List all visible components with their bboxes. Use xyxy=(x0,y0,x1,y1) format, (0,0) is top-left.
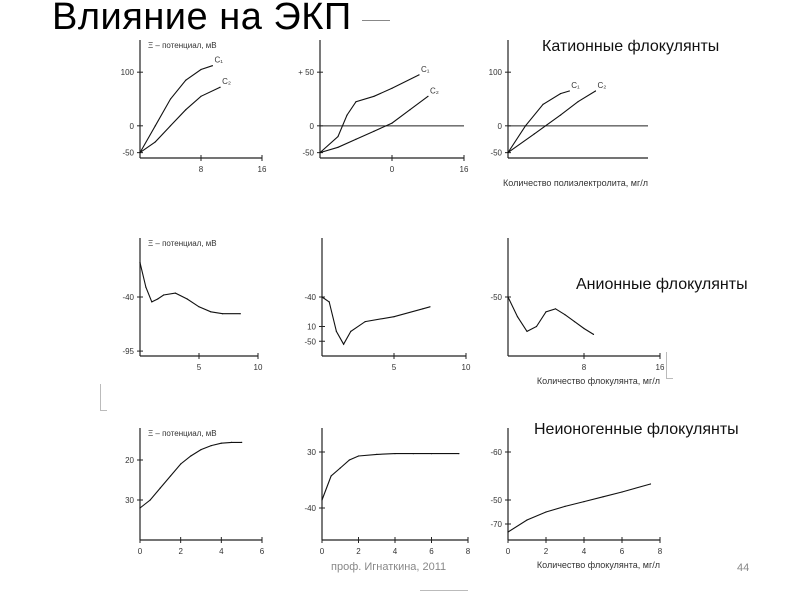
x-tick-label: 6 xyxy=(429,547,434,556)
data-point xyxy=(185,109,186,110)
data-point xyxy=(155,141,156,142)
data-point xyxy=(507,296,508,297)
y-tick-label: 10 xyxy=(307,322,316,332)
series-line xyxy=(322,297,430,344)
chart-2 xyxy=(298,40,469,174)
data-point xyxy=(222,313,223,314)
x-tick-label: 5 xyxy=(196,363,202,372)
data-point xyxy=(564,314,565,315)
chart-7 xyxy=(125,428,265,556)
series-line xyxy=(508,297,594,334)
data-point xyxy=(413,453,414,454)
data-point xyxy=(187,298,188,299)
data-point xyxy=(241,442,242,443)
series-line xyxy=(508,91,569,153)
series-line xyxy=(320,96,428,152)
section-label-nonionic: Неионогенные флокулянты xyxy=(534,421,739,438)
chart-6 xyxy=(490,238,665,386)
data-point xyxy=(391,88,392,89)
x-axis-label: Количество полиэлектролита, мг/л xyxy=(503,178,648,188)
data-point xyxy=(145,287,146,288)
x-tick-label: 2 xyxy=(178,547,183,556)
data-point xyxy=(525,125,526,126)
series-line xyxy=(508,484,651,532)
x-tick-label: 16 xyxy=(655,363,665,372)
series-line xyxy=(140,263,240,314)
data-point xyxy=(337,136,338,137)
x-axis-label: Количество флокулянта, мг/л xyxy=(536,376,660,386)
data-point xyxy=(321,296,322,297)
data-point xyxy=(650,483,651,484)
x-tick-label: 8 xyxy=(657,547,663,556)
series-line xyxy=(508,91,596,153)
data-point xyxy=(393,316,394,317)
data-point xyxy=(427,96,428,97)
page-number: 44 xyxy=(737,562,750,574)
data-point xyxy=(373,96,374,97)
data-point xyxy=(560,93,561,94)
data-point xyxy=(211,445,212,446)
data-point xyxy=(139,152,140,153)
x-tick-label: 0 xyxy=(505,547,511,556)
series-label: C₁ xyxy=(421,64,430,74)
data-point xyxy=(343,344,344,345)
x-tick-label: 2 xyxy=(356,547,361,556)
data-point xyxy=(355,139,356,140)
chart-1 xyxy=(121,40,267,174)
y-tick-label: 0 xyxy=(309,121,314,131)
data-point xyxy=(355,101,356,102)
data-point xyxy=(175,293,176,294)
y-tick-label: -40 xyxy=(304,293,316,302)
y-tick-label: -95 xyxy=(122,347,134,357)
x-tick-label: 16 xyxy=(257,165,267,174)
data-point xyxy=(139,262,140,263)
data-point xyxy=(458,453,459,454)
data-point xyxy=(555,308,556,309)
x-tick-label: 4 xyxy=(392,547,398,556)
data-point xyxy=(151,301,152,302)
series-line xyxy=(140,66,212,153)
y-tick-label: -40 xyxy=(304,504,316,513)
x-tick-label: 8 xyxy=(581,363,587,372)
y-tick-label: 100 xyxy=(488,68,502,78)
y-tick-label: -40 xyxy=(122,293,134,302)
y-tick-label: -50 xyxy=(490,496,502,505)
data-point xyxy=(507,152,508,153)
series-label: C₁ xyxy=(571,80,580,90)
data-point xyxy=(595,90,596,91)
data-point xyxy=(212,65,213,66)
x-tick-label: 0 xyxy=(319,547,325,556)
data-point xyxy=(517,316,518,317)
series-line xyxy=(140,442,242,508)
series-line xyxy=(322,454,459,500)
data-point xyxy=(373,131,374,132)
data-point xyxy=(422,308,423,309)
y-tick-label: -50 xyxy=(304,337,316,347)
data-point xyxy=(200,69,201,70)
x-tick-label: 5 xyxy=(391,363,397,372)
y-tick-label: 0 xyxy=(497,121,502,131)
data-point xyxy=(231,442,232,443)
data-point xyxy=(526,519,527,520)
data-point xyxy=(358,455,359,456)
data-point xyxy=(321,499,322,500)
data-point xyxy=(534,133,535,134)
data-point xyxy=(200,449,201,450)
data-point xyxy=(365,321,366,322)
section-label-anionic: Анионные флокулянты xyxy=(576,276,748,293)
section-label-cationic: Катионные флокулянты xyxy=(542,38,720,55)
y-axis-label: Ξ – потенциал, мВ xyxy=(148,239,217,248)
data-point xyxy=(337,147,338,148)
chart-5 xyxy=(304,238,471,372)
data-point xyxy=(155,125,156,126)
data-point xyxy=(190,455,191,456)
data-point xyxy=(170,125,171,126)
data-point xyxy=(577,101,578,102)
data-point xyxy=(185,80,186,81)
data-point xyxy=(602,496,603,497)
data-point xyxy=(593,334,594,335)
x-tick-label: 0 xyxy=(137,547,143,556)
y-tick-label: -70 xyxy=(490,520,502,529)
data-point xyxy=(418,74,419,75)
x-tick-label: 4 xyxy=(219,547,224,556)
data-point xyxy=(409,109,410,110)
data-point xyxy=(507,531,508,532)
chart-4 xyxy=(122,238,263,372)
y-tick-label: -50 xyxy=(490,148,502,158)
data-point xyxy=(170,475,171,476)
y-tick-label: -50 xyxy=(122,148,134,158)
chart-8 xyxy=(304,428,470,556)
y-tick-label: -50 xyxy=(302,148,314,158)
data-point xyxy=(160,487,161,488)
data-point xyxy=(221,443,222,444)
data-point xyxy=(621,491,622,492)
series-line xyxy=(140,87,220,152)
data-point xyxy=(200,96,201,97)
data-point xyxy=(394,453,395,454)
data-point xyxy=(329,301,330,302)
x-tick-label: 6 xyxy=(619,547,625,556)
y-tick-label: + 50 xyxy=(298,68,314,78)
data-point xyxy=(569,90,570,91)
y-axis-label: Ξ – потенциал, мВ xyxy=(148,41,217,50)
data-point xyxy=(349,459,350,460)
y-tick-label: 30 xyxy=(307,448,316,457)
data-point xyxy=(331,475,332,476)
slide-title: Влияние на ЭКП xyxy=(52,0,352,38)
data-point xyxy=(391,123,392,124)
data-point xyxy=(564,506,565,507)
data-point xyxy=(545,511,546,512)
x-tick-label: 4 xyxy=(581,547,587,556)
y-tick-label: 30 xyxy=(125,496,134,505)
y-tick-label: 0 xyxy=(129,121,134,131)
chart-9 xyxy=(490,428,662,570)
y-tick-label: 20 xyxy=(125,456,134,465)
data-point xyxy=(240,313,241,314)
data-point xyxy=(431,453,432,454)
data-point xyxy=(536,326,537,327)
y-tick-label: 100 xyxy=(120,68,134,78)
series-label: C₂ xyxy=(597,80,607,90)
x-tick-label: 0 xyxy=(389,165,395,174)
data-point xyxy=(545,311,546,312)
x-tick-label: 2 xyxy=(543,547,549,556)
x-tick-label: 6 xyxy=(259,547,265,556)
data-point xyxy=(157,298,158,299)
data-point xyxy=(376,454,377,455)
data-point xyxy=(210,311,211,312)
data-point xyxy=(574,321,575,322)
series-label: C₁ xyxy=(214,55,223,65)
data-point xyxy=(170,98,171,99)
data-point xyxy=(336,331,337,332)
y-tick-label: -50 xyxy=(490,293,502,302)
data-point xyxy=(220,87,221,88)
y-axis-label: Ξ – потенциал, мВ xyxy=(148,429,217,438)
x-tick-label: 8 xyxy=(465,547,471,556)
data-point xyxy=(526,331,527,332)
x-tick-label: 8 xyxy=(198,165,204,174)
data-point xyxy=(319,152,320,153)
data-point xyxy=(340,467,341,468)
data-point xyxy=(429,306,430,307)
data-point xyxy=(583,328,584,329)
chart-3 xyxy=(489,40,648,188)
data-point xyxy=(560,115,561,116)
data-point xyxy=(150,499,151,500)
y-tick-label: -60 xyxy=(490,448,502,457)
data-point xyxy=(542,104,543,105)
data-point xyxy=(583,501,584,502)
series-label: C₂ xyxy=(222,77,231,87)
x-tick-label: 16 xyxy=(459,165,469,174)
data-point xyxy=(163,294,164,295)
data-point xyxy=(180,463,181,464)
x-tick-label: 10 xyxy=(253,363,263,372)
data-point xyxy=(346,115,347,116)
footer-author: проф. Игнаткина, 2011 xyxy=(331,561,447,573)
x-tick-label: 10 xyxy=(461,363,471,372)
series-label: C₂ xyxy=(430,86,439,96)
data-point xyxy=(139,507,140,508)
data-point xyxy=(198,306,199,307)
data-point xyxy=(350,331,351,332)
x-axis-label: Количество флокулянта, мг/л xyxy=(536,560,660,570)
